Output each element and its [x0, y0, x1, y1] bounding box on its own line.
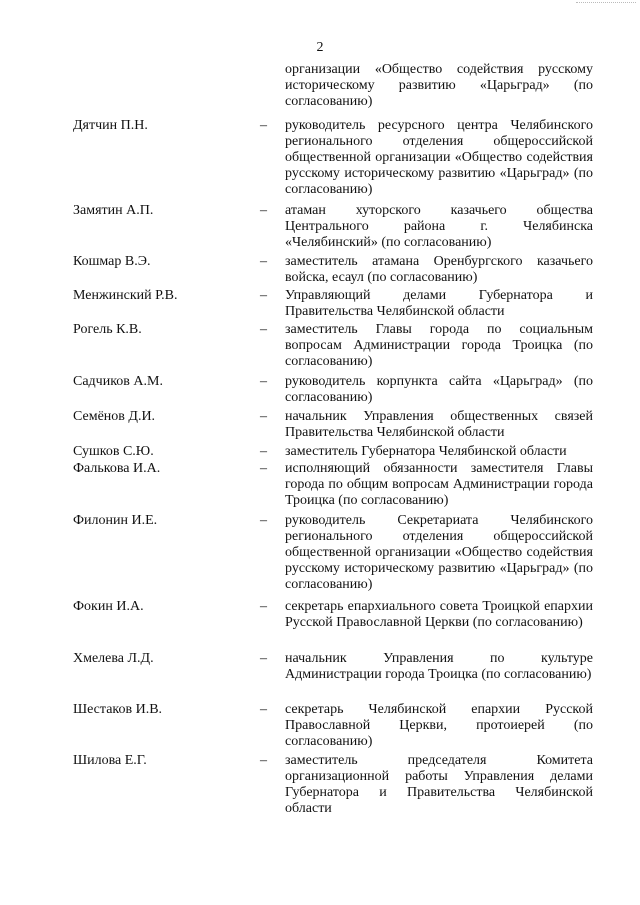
member-name: Замятин А.П.	[73, 203, 154, 218]
member-role: заместитель атамана Оренбургского казачьего войска, есаул (по согласованию)	[285, 254, 593, 285]
member-role: руководитель Секретариата Челябинского регионального отделения общероссийской общественной организации «Общество содействия русскому историческому развитию «Царьград» (по согласованию)	[285, 513, 593, 592]
member-name: Сушков С.Ю.	[73, 444, 154, 459]
member-name: Фокин И.А.	[73, 599, 144, 614]
member-role: атаман хуторского казачьего общества Центрального района г. Челябинска «Челябинский» (по согласованию)	[285, 203, 593, 250]
member-role: начальник Управления общественных связей Правительства Челябинской области	[285, 409, 593, 440]
page-number: 2	[316, 40, 324, 55]
member-role: руководитель корпункта сайта «Царьград» (по согласованию)	[285, 374, 593, 405]
member-role: Управляющий делами Губернатора и Правительства Челябинской области	[285, 288, 593, 319]
member-name: Филонин И.Е.	[73, 513, 158, 528]
dash-separator: –	[260, 409, 267, 424]
dash-separator: –	[260, 288, 267, 303]
member-name: Рогель К.В.	[73, 322, 142, 337]
scan-artifact	[576, 2, 636, 4]
dash-separator: –	[260, 702, 267, 717]
continuation-text: организации «Общество содействия русскому историческому развитию «Царьград» (по согласованию)	[285, 62, 593, 109]
member-name: Садчиков А.М.	[73, 374, 163, 389]
member-name: Шилова Е.Г.	[73, 753, 147, 768]
member-name: Дятчин П.Н.	[73, 118, 148, 133]
dash-separator: –	[260, 513, 267, 528]
dash-separator: –	[260, 374, 267, 389]
dash-separator: –	[260, 118, 267, 133]
dash-separator: –	[260, 203, 267, 218]
member-role: заместитель Губернатора Челябинской области	[285, 444, 567, 459]
member-role: секретарь Челябинской епархии Русской Православной Церкви, протоиерей (по согласованию)	[285, 702, 593, 749]
member-name: Хмелева Л.Д.	[73, 651, 154, 666]
member-role: исполняющий обязанности заместителя Главы города по общим вопросам Администрации города Троицка (по согласованию)	[285, 461, 593, 508]
member-name: Менжинский Р.В.	[73, 288, 178, 303]
member-role: руководитель ресурсного центра Челябинского регионального отделения общероссийской общественной организации «Общество содействия русскому историческому развитию «Царьград» (по согласованию)	[285, 118, 593, 197]
dash-separator: –	[260, 322, 267, 337]
dash-separator: –	[260, 254, 267, 269]
member-name: Шестаков И.В.	[73, 702, 163, 717]
member-role: начальник Управления по культуре Администрации города Троицка (по согласованию)	[285, 651, 593, 682]
dash-separator: –	[260, 753, 267, 768]
member-role: заместитель председателя Комитета организационной работы Управления делами Губернатора и Правительства Челябинской области	[285, 753, 593, 816]
member-name: Семёнов Д.И.	[73, 409, 156, 424]
member-name: Кошмар В.Э.	[73, 254, 151, 269]
dash-separator: –	[260, 651, 267, 666]
member-name: Фалькова И.А.	[73, 461, 161, 476]
dash-separator: –	[260, 461, 267, 476]
dash-separator: –	[260, 599, 267, 614]
member-role: заместитель Главы города по социальным вопросам Администрации города Троицка (по согласованию)	[285, 322, 593, 369]
dash-separator: –	[260, 444, 267, 459]
member-role: секретарь епархиального совета Троицкой епархии Русской Православной Церкви (по согласованию)	[285, 599, 593, 630]
